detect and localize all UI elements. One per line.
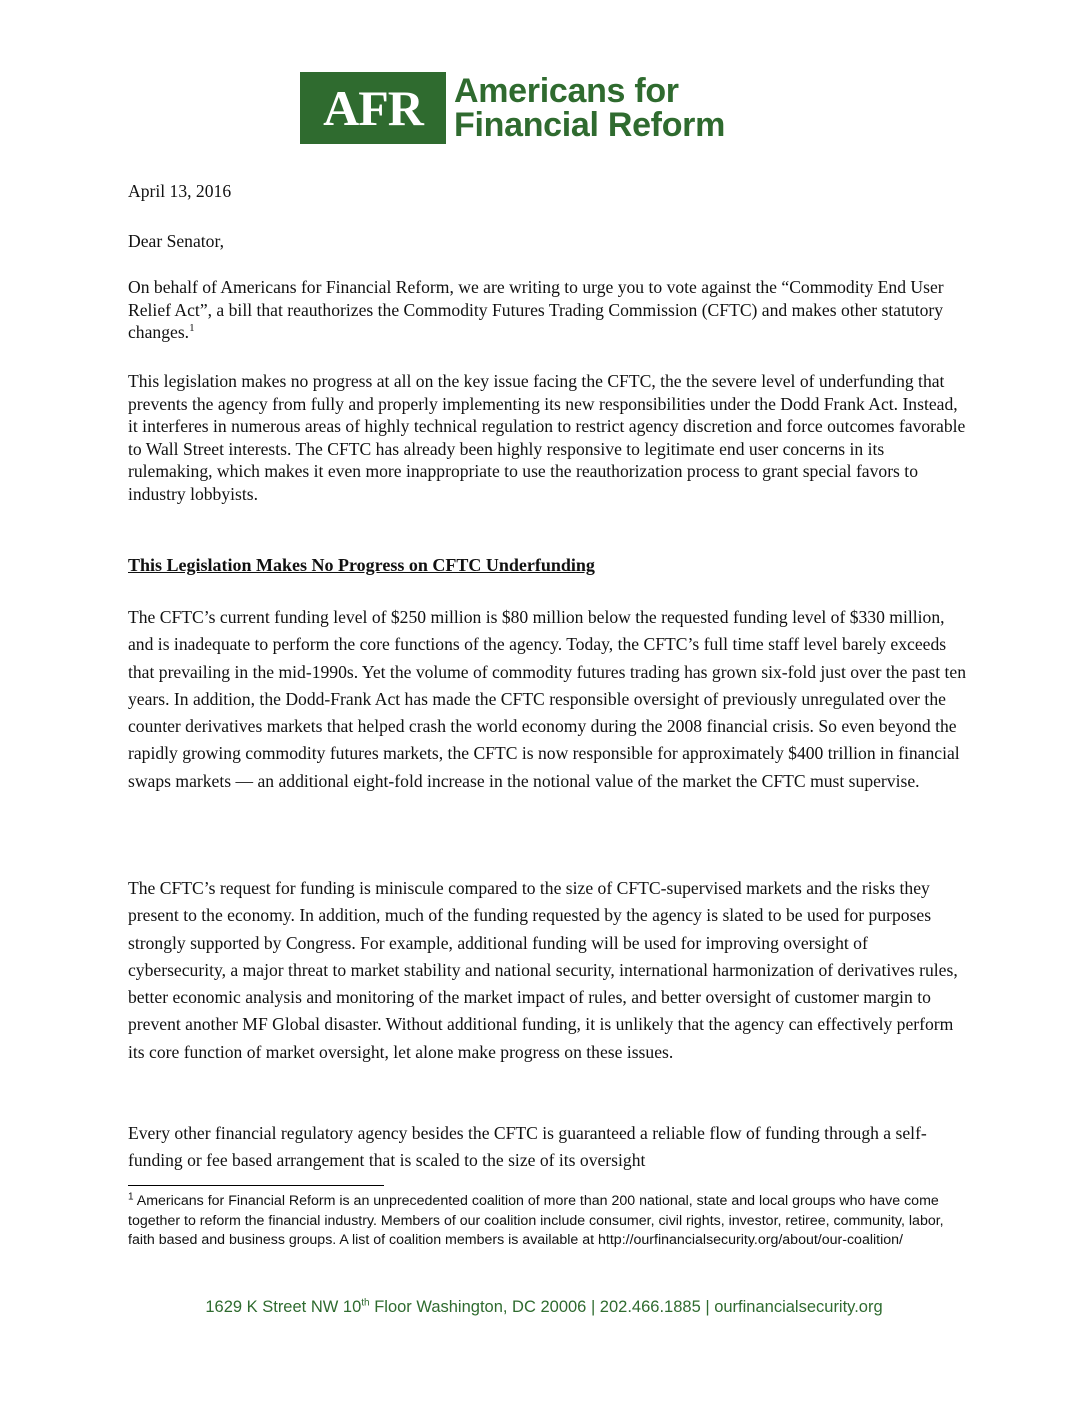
footer-address-pre: 1629 K Street NW 10 [205, 1298, 362, 1316]
paragraph-funding-level: The CFTC’s current funding level of $250 million is $80 million below the requested funding level of $330 million, and is inadequate to perform the core functions of the agency. Today, the CFTC’s full time staff level barely exceeds that prevailing in the mid-1990s. Yet the volume of commodity futures trading has grown six-fold just over the past ten years. In addition, the Dodd-Frank Act has made the CFTC responsible oversight of previously unregulated over the counter derivatives markets that helped crash the world economy during the 2008 financial crisis. So even beyond the rapidly growing commodity futures markets, the CFTC is now responsible for approximately $400 trillion in financial swaps markets — an additional eight-fold increase in the notional value of the market the CFTC must supervise. [128, 607, 967, 791]
footer-address-sup: th [361, 1297, 370, 1309]
section-heading: This Legislation Makes No Progress on CFTC Underfunding [128, 555, 595, 575]
logo-abbrev: AFR [300, 72, 446, 144]
footnote-divider [128, 1185, 384, 1186]
logo-name-line2: Financial Reform [454, 106, 726, 144]
footnote [128, 1192, 968, 1251]
page-footer [0, 1298, 1088, 1317]
paragraph-funding-request: The CFTC’s request for funding is miniscule compared to the size of CFTC-supervised markets and the risks they present to the economy. In addition, much of the funding requested by the agency is slated to be used for purposes strongly supported by Congress. For example, additional funding will be used for improving oversight of cybersecurity, a major threat to market stability and national security, international harmonization of derivatives rules, better economic analysis and monitoring of the market impact of rules, and better oversight of customer margin to prevent another MF Global disaster. Without additional funding, it is unlikely that the agency can effectively perform its core function of market oversight, let alone make progress on these issues. [128, 878, 958, 1062]
paragraph-other-agencies: Every other financial regulatory agency besides the CFTC is guaranteed a reliable flow of funding through a self-funding or fee based arrangement that is scaled to the size of its oversight [128, 1123, 927, 1171]
footnote-marker: 1 [128, 1191, 134, 1203]
footnote-reference: 1 [189, 322, 195, 335]
logo-organization-name [454, 74, 794, 142]
footer-address-post: Floor Washington, DC 20006 | 202.466.1885 | ourfinancialsecurity.org [369, 1298, 883, 1316]
letter-date: April 13, 2016 [128, 181, 232, 201]
letter-salutation: Dear Senator, [128, 231, 225, 251]
footnote-text: Americans for Financial Reform is an unprecedented coalition of more than 200 national, state and local groups who have come together to reform the financial industry. Members of our coalition include consumer, civil rights, investor, retiree, community, labor, faith based and business groups. A list of coalition members is available at http://ourfinancialsecurity.org/about/our-coalition/ [128, 1193, 944, 1248]
paragraph-intro-text: On behalf of Americans for Financial Reform, we are writing to urge you to vote against the “Commodity End User Relief Act”, a bill that reauthorizes the Commodity Futures Trading Commission (CFTC) and makes other statutory changes. [128, 277, 944, 342]
paragraph-intro [128, 276, 968, 344]
paragraph-summary: This legislation makes no progress at all on the key issue facing the CFTC, the the severe level of underfunding that prevents the agency from fully and properly implementing its new responsibilities under the Dodd Frank Act. Instead, it interferes in numerous areas of highly technical regulation to restrict agency discretion and force outcomes favorable to Wall Street interests. The CFTC has already been highly responsive to legitimate end user concerns in its rulemaking, which makes it even more inappropriate to use the reauthorization process to grant special favors to industry lobbyists. [128, 371, 966, 504]
logo-name-line1: Americans for [454, 72, 679, 110]
afr-logo [300, 72, 800, 144]
